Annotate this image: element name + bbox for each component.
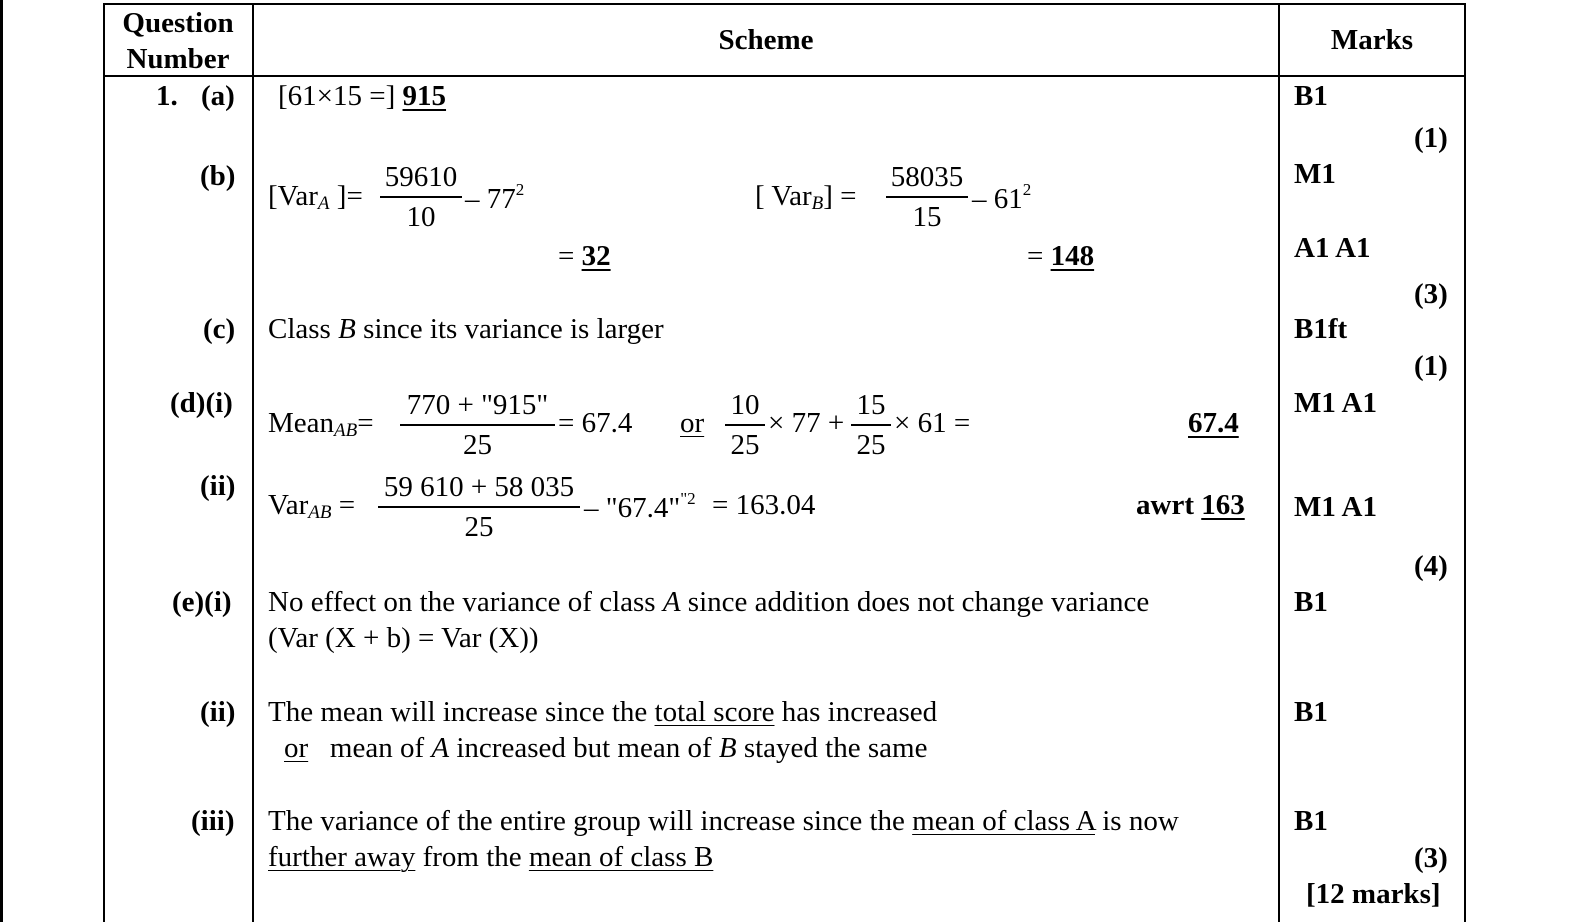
equals-sign: = xyxy=(1027,240,1044,272)
or-connector: or xyxy=(680,407,705,439)
underlined-phrase: further away xyxy=(268,841,416,873)
text: is now xyxy=(1102,805,1179,837)
header-question-line: Question xyxy=(122,7,234,39)
part-d-i-label: (d)(i) xyxy=(170,387,233,419)
text: has increased xyxy=(781,696,938,728)
mean-ab-fraction xyxy=(400,386,555,464)
var-b-lhs xyxy=(755,180,857,215)
mean-denominator: 25 xyxy=(463,429,492,461)
part-b-mark-m1: M1 xyxy=(1294,158,1336,190)
part-e-i-line2: (Var (X + b) = Var (X)) xyxy=(268,622,539,654)
var-answer-group xyxy=(1136,489,1245,522)
part-c-text-pre: Class xyxy=(268,313,331,345)
var-b-answer: 148 xyxy=(1050,240,1095,272)
part-d-subtotal: (4) xyxy=(1414,550,1448,582)
text: stayed the same xyxy=(743,732,928,764)
part-d-ii-mark: M1 A1 xyxy=(1294,491,1377,523)
part-c-variable: B xyxy=(338,313,356,345)
var-b-close: ] = xyxy=(823,180,857,212)
class-variable: B xyxy=(718,732,737,764)
part-b-label: (b) xyxy=(200,160,236,192)
var-a-close: ]= xyxy=(336,180,363,212)
weight-a-numerator: 10 xyxy=(730,389,760,421)
underlined-phrase: mean of class A xyxy=(912,805,1095,837)
part-e-ii-line1 xyxy=(268,696,937,729)
question-number: 1. xyxy=(156,80,178,112)
part-a-working: [61×15 =] xyxy=(278,80,396,112)
part-c-mark: B1ft xyxy=(1294,313,1348,345)
part-e-iii-line1 xyxy=(268,805,1179,838)
var-a-square xyxy=(465,180,524,216)
header-divider xyxy=(103,75,1466,77)
part-e-ii-line2 xyxy=(284,732,927,765)
var-ab-result: = 163.04 xyxy=(712,489,816,521)
var-b-square xyxy=(972,180,1031,216)
var-a-fraction xyxy=(380,158,462,236)
var-numerator: 59 610 + 58 035 xyxy=(383,471,575,503)
class-variable: A xyxy=(662,586,681,618)
part-a-mark: B1 xyxy=(1294,80,1328,112)
mean-subscript: AB xyxy=(334,420,358,441)
part-e-i-mark: B1 xyxy=(1294,586,1328,618)
var-a-denominator: 10 xyxy=(406,201,436,233)
part-e-i-label: (e)(i) xyxy=(172,586,232,618)
part-a-scheme xyxy=(278,80,446,113)
mean-ab-lhs xyxy=(268,407,374,442)
table-border-top xyxy=(103,3,1466,5)
part-b-subtotal: (3) xyxy=(1414,278,1448,310)
part-c-text-post: since its variance is larger xyxy=(363,313,664,345)
var-b-numerator: 58035 xyxy=(890,161,964,193)
text: mean of xyxy=(329,732,425,764)
var-b-square-base: – 61 xyxy=(972,183,1023,215)
part-e-subtotal: (3) xyxy=(1414,842,1448,874)
var-denominator: 25 xyxy=(464,511,494,543)
var-b-subscript: B xyxy=(811,193,824,214)
mean-answer: 67.4 xyxy=(1188,407,1239,439)
mean-numerator: 770 + "915" xyxy=(406,389,549,421)
var-a-numerator: 59610 xyxy=(384,161,458,193)
var-b-exponent: 2 xyxy=(1022,180,1032,199)
text: No effect on the variance of class xyxy=(268,586,656,618)
mean-text: Mean xyxy=(268,407,335,439)
var-a-answer: 32 xyxy=(581,240,611,272)
header-number-line: Number xyxy=(126,43,230,75)
table-border-left xyxy=(103,3,105,922)
class-variable: A xyxy=(431,732,450,764)
var-b-result xyxy=(1027,240,1094,273)
var-subscript: AB xyxy=(308,502,332,523)
part-c-scheme xyxy=(268,313,664,346)
part-a-label: (a) xyxy=(201,80,235,112)
part-d-i-mark: M1 A1 xyxy=(1294,387,1377,419)
var-a-text: [Var xyxy=(268,180,318,212)
var-ab-fraction xyxy=(378,468,580,546)
weight-b-denominator: 25 xyxy=(856,429,886,461)
weight-fraction-a xyxy=(725,386,765,464)
weight-fraction-b xyxy=(851,386,891,464)
weight-a-denominator: 25 xyxy=(730,429,760,461)
equals-sign: = xyxy=(558,240,575,272)
part-b-mark-a1a1: A1 A1 xyxy=(1294,232,1371,264)
header-question-number xyxy=(103,5,253,77)
or-connector: or xyxy=(284,732,309,764)
part-e-iii-line2 xyxy=(268,841,713,874)
part-a-answer: 915 xyxy=(402,80,447,112)
var-b-text: [ Var xyxy=(755,180,812,212)
text: from the xyxy=(422,841,522,873)
var-exponent: "2 xyxy=(680,489,696,508)
part-e-ii-label: (ii) xyxy=(200,696,236,728)
header-scheme: Scheme xyxy=(718,24,814,56)
total-marks: [12 marks] xyxy=(1306,878,1441,910)
column-divider-qnum xyxy=(252,3,254,922)
underlined-phrase: total score xyxy=(654,696,775,728)
part-e-iii-mark: B1 xyxy=(1294,805,1328,837)
part-e-ii-mark: B1 xyxy=(1294,696,1328,728)
part-d-ii-label: (ii) xyxy=(200,470,236,502)
part-a-subtotal: (1) xyxy=(1414,122,1448,154)
part-c-label: (c) xyxy=(203,313,236,345)
part-e-iii-label: (iii) xyxy=(191,805,235,837)
page-left-border xyxy=(0,0,3,922)
text: The variance of the entire group will increase since the xyxy=(268,805,905,837)
column-divider-marks xyxy=(1278,3,1280,922)
header-marks: Marks xyxy=(1330,24,1414,56)
part-c-subtotal: (1) xyxy=(1414,350,1448,382)
var-a-lhs xyxy=(268,180,363,215)
text: increased but mean of xyxy=(456,732,712,764)
var-mean-squared: – "67.4" xyxy=(584,492,681,524)
mean-ab-result: = 67.4 xyxy=(558,407,633,439)
table-border-right xyxy=(1464,3,1466,922)
var-text: Var xyxy=(268,489,309,521)
var-b-denominator: 15 xyxy=(912,201,942,233)
var-a-square-base: – 77 xyxy=(465,183,516,215)
equals-sign: = xyxy=(357,407,374,439)
underlined-phrase: mean of class B xyxy=(528,841,714,873)
text: The mean will increase since the xyxy=(268,696,648,728)
var-answer: 163 xyxy=(1201,489,1245,521)
times-61: × 61 = xyxy=(894,407,971,439)
text: since addition does not change variance xyxy=(687,586,1150,618)
equals-sign: = xyxy=(338,489,356,521)
times-77: × 77 + xyxy=(768,407,845,439)
var-a-subscript: A xyxy=(317,193,330,214)
var-b-fraction xyxy=(886,158,968,236)
part-e-i-line1 xyxy=(268,586,1149,619)
var-a-result xyxy=(558,240,611,273)
var-a-exponent: 2 xyxy=(515,180,525,199)
var-ab-lhs xyxy=(268,489,355,524)
awrt-label: awrt xyxy=(1136,489,1194,521)
weight-b-numerator: 15 xyxy=(856,389,886,421)
var-ab-rest xyxy=(584,489,696,525)
